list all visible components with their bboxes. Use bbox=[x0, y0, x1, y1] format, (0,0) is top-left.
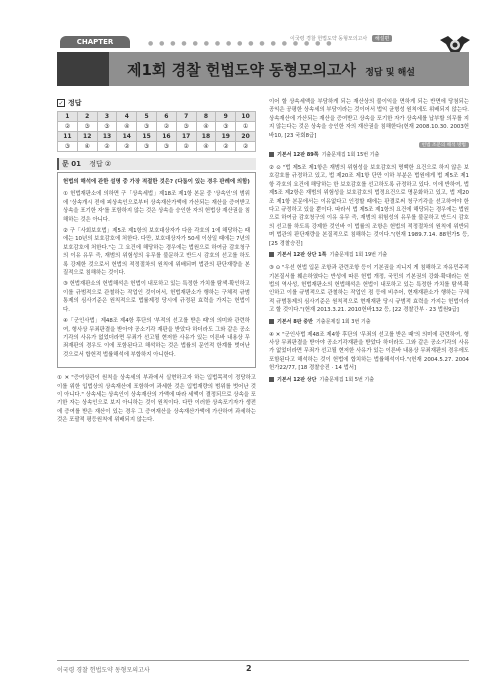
answer-choice-cell: ③ bbox=[216, 122, 236, 132]
answer-choice-cell: ② bbox=[117, 142, 137, 152]
answer-number-cell: 17 bbox=[176, 132, 196, 142]
question-label: 문 01 bbox=[62, 160, 81, 168]
answer-choice-cell: ④ bbox=[196, 142, 216, 152]
answer-number-cell: 8 bbox=[196, 112, 216, 122]
answer-choice-cell: ② bbox=[156, 122, 176, 132]
answer-number-cell: 9 bbox=[216, 112, 236, 122]
bullet-square-icon bbox=[269, 377, 274, 382]
source-line-4: 기본서 12판 상단 기출문제집 1회 5번 기출 bbox=[269, 376, 469, 383]
source-line-1: 기본서 12판 89쪽 기출문제집 1회 15번 기출 bbox=[269, 151, 469, 158]
source-line-2: 기본서 12판 상단 1쪽 기출문제집 1회 19번 기출 bbox=[269, 251, 469, 258]
answer-number-cell: 12 bbox=[77, 132, 97, 142]
answer-number-cell: 4 bbox=[117, 112, 137, 122]
answer-heading bbox=[57, 98, 256, 108]
answer-choice-cell: ③ bbox=[77, 122, 97, 132]
answer-choice-cell: ④ bbox=[117, 122, 137, 132]
left-column bbox=[57, 98, 256, 425]
answer-number-cell: 14 bbox=[117, 132, 137, 142]
running-head bbox=[290, 35, 392, 42]
answer-choice-cell: ② bbox=[176, 142, 196, 152]
answer-table bbox=[57, 111, 256, 152]
answer-choice-cell: ④ bbox=[196, 122, 216, 132]
page-number: 2 bbox=[246, 664, 252, 673]
bullet-square-icon bbox=[269, 319, 274, 324]
answer-number-cell: 7 bbox=[176, 112, 196, 122]
right-column bbox=[269, 98, 469, 389]
answer-choice-cell: ② bbox=[97, 142, 117, 152]
answer-choice-cell: ③ bbox=[176, 122, 196, 132]
title-bar-accent bbox=[57, 52, 109, 86]
explanation-3: ③ ⊙ "우선 헌법 입문 조항과 관련조항 등이 기본권을 지니지 게 침해하고 자유민주적 기본질서를 훼손하였다는 반성에 따른 헌법 개정, 국민의 기본권의 강화·확대라는 헌법의 역사성, 헌법재판소의 헌법해석은 헌법이 내포하고 있는 특정한 가치를 탐색·확인하고 이를 규범적으로 관철하는 작업인 점 등에 비추어, 현재재판소가 행하는 구체적 규범통제의 심사기준은 원칙적으로 현재재판 당시 규범적 효력을 가지는 헌법이라고 할 것이다."(헌재 2013.3.21. 2010헌바132 등, [22 경찰간부 · 23 법원9급] bbox=[269, 265, 469, 314]
answer-number-cell: 16 bbox=[156, 132, 176, 142]
answer-heading-label: 정답 bbox=[68, 99, 82, 107]
explanation-2: ② ⊙ "법 제5조 제1항은 재범의 위험성을 보호감호의 명백한 요건으로 하지 않은 보호감호를 규정하고 있고, 법 제20조 제1항 단만 이하 부분은 법원에게 법 제5조 제1항 각호의 요건에 해당하는 한 보호감호를 선고하도록 규정하고 있다. 이에 반하여, 법 제5조 제2항은 재범의 위험성을 보호감호의 법정요건으로 명문화하고 있고, 법 제20조 제1항 본문에서는 이유없다고 인정할 때에는 판결로써 청구기각을 선고하여야 한다고 규정하고 있을 뿐이다. 따라서 법 제5조 제1항의 요건에 해당되는 경우에는 법원으로 하여금 감호청구의 이유 유무 즉, 재범의 위험성의 유무를 불문하고 반드시 감호의 선고를 하도록 강제한 것인바 이 법률의 조항은 헌법의 적정절차의 원칙에 위반되며 법관의 판단재량을 본질적으로 침해하는 것이다."(헌재 1989.7.14. 88헌가5 등, [25 경찰승진] bbox=[269, 165, 469, 247]
explanation-4: ④ ✕ "군인사법 제48조 제4항 후단의 '무죄의 선고를 받은 때'의 의미에 관련하여, 형사상 무죄판결을 받아야 공소기각재판을 받았다 하더라도 그와 같은 공소기각의 사유가 없었더라면 무죄가 선고될 현저한 사유가 있는 이른바 내용상 무죄재판의 경우에도 포함된다고 해석하는 것이 헌법에 합치하는 법률해석이다."(헌재 2004.5.27. 2004헌가22/77, [18 경찰승진 · 14 법서] bbox=[269, 331, 469, 372]
answer-choice-cell: ③ bbox=[156, 142, 176, 152]
answer-choice-cell: ③ bbox=[97, 122, 117, 132]
answer-row bbox=[58, 112, 256, 122]
answer-row bbox=[58, 142, 256, 152]
answer-number-cell: 10 bbox=[236, 112, 256, 122]
answer-number-cell: 5 bbox=[137, 112, 157, 122]
answer-number-cell: 2 bbox=[77, 112, 97, 122]
answer-choice-cell: ④ bbox=[77, 142, 97, 152]
answer-number-cell: 20 bbox=[236, 132, 256, 142]
question-answer-tag: 정답 ② bbox=[89, 160, 112, 168]
bullet-square-icon bbox=[269, 152, 274, 157]
bullet-square-icon bbox=[269, 252, 274, 257]
title-number: 제1회 bbox=[127, 61, 167, 79]
check-icon: ✓ bbox=[58, 100, 64, 107]
answer-number-cell: 19 bbox=[216, 132, 236, 142]
chapter-tab: CHAPTER bbox=[60, 36, 130, 48]
running-head-text: 이국령 경찰 헌법도약 동형모의고사 bbox=[290, 36, 368, 42]
explanation-intro: 이어 할 상속세액을 부담하게 되는 재산상의 불이익을 면하게 되는 반면에 당첨되는 공익은 공평한 상속세의 부담이라는 것이어서 법익 균형성 원칙에도 위배되지 않는다. 상속재산에 가산되는 재산을 증여받고 상속을 포기한 자가 상속세를 납부할 의무를 지지 않는다는 것은 상속을 승인한 자의 재산권을 침해한다(헌재 2008.10.30. 2003헌바10, [23 국회8급] bbox=[269, 99, 469, 139]
title-main: 경찰 헌법도약 동형모의고사 bbox=[171, 61, 356, 79]
footer-title: 이국령 경찰 헌법도약 동형모의고사 bbox=[57, 667, 150, 674]
answer-number-cell: 13 bbox=[97, 132, 117, 142]
page-title bbox=[127, 59, 415, 80]
answer-number-cell: 15 bbox=[137, 132, 157, 142]
answer-number-cell: 1 bbox=[58, 112, 78, 122]
left-explanation: ① ✕ "증여상관이 원칙을 상속세의 부과에서 실현하고자 하는 입법목적이 정당하고 이를 위한 입법상의 상속재산에 포함하여 과세한 것은 입법재량의 범위를 벗어난 것이 아니다." 상속세는 상속인이 상속재산의 가액에 따라 세액이 결정되므로 상속을 포기한 자는 상속인으로 보지 아니하는 것이 원칙이다. 다만 이러한 상속포기자가 생전에 증여를 받은 재산이 있는 경우 그 증여재산을 상속재산가액에 가산하여 과세하는 것은 포괄적 평등원칙에 위배되지 않는다. bbox=[57, 375, 256, 424]
question-bar bbox=[57, 158, 256, 170]
answer-choice-cell: ③ bbox=[58, 142, 78, 152]
title-bar bbox=[57, 52, 469, 86]
question-option-4: ④「군인사법」제48조 제4항 후단의 '부적의 선고를 받은 때'의 의미와 관련하여, 형사상 무죄판결을 받아야 공소기각 재판을 받았다 하더라도 그와 같은 공소기각의 사유가 없었더라면 무죄가 선고될 현저한 사유가 있는 이른바 내용상 무죄재판의 경우도 이에 포함된다고 해석하는 것은 법률의 문언적 한계를 벗어난 것으로서 합헌적 법률해석에 부합하지 아니한다. bbox=[63, 318, 250, 358]
answer-row bbox=[58, 132, 256, 142]
answer-choice-cell: ③ bbox=[137, 122, 157, 132]
header-dots: ● ● ● ● ● ● ● ● ● ● ● ● ● ● ● ● ● bbox=[148, 40, 334, 47]
question-option-3: ③ 헌법재판소의 헌법해석은 헌법이 내포하고 있는 특정한 가치를 탐색·확인하고 이를 규범적으로 관철하는 작업인 것이어서, 헌법재판소가 행하는 구체적 규범통제의 심사기준은 원칙적으로 법률제정 당시에 규정된 효력을 가지는 헌법이다. bbox=[63, 281, 250, 313]
answer-row bbox=[58, 122, 256, 132]
question-box bbox=[57, 172, 256, 368]
title-subtitle: 정답 및 해설 bbox=[365, 68, 415, 78]
answer-number-cell: 3 bbox=[97, 112, 117, 122]
answer-choice-cell: ① bbox=[236, 122, 256, 132]
running-head-badge: 해설편 bbox=[372, 35, 393, 42]
answer-number-cell: 18 bbox=[196, 132, 216, 142]
footer-divider bbox=[57, 660, 469, 661]
answer-choice-cell: ② bbox=[216, 142, 236, 152]
question-stem: 헌법의 해석에 관한 설명 중 가장 적절한 것은? (다툼이 있는 경우 판례에 의함) bbox=[63, 179, 250, 185]
answer-choice-cell: ② bbox=[236, 142, 256, 152]
topic-tag: 헌법 조문의 해석 방법 bbox=[419, 142, 469, 148]
answer-choice-cell: ② bbox=[58, 122, 78, 132]
page-header bbox=[0, 0, 500, 50]
answer-number-cell: 11 bbox=[58, 132, 78, 142]
question-option-2: ② 구「사회보호법」제5조 제1항의 보호대상자가 다음 각호의 1에 해당하는 때에는 10년의 보호감호에 처한다. 다만, 보호대상자가 50세 이상일 때에는 7년의 보호감호에 처한다."는 그 요건에 해당하는 경우에는 법원으로 하여금 감호청구의 이유 유무 즉, 재범의 위험성의 유무를 불문하고 반드시 감호의 선고를 하도록 강제한 것으로서 헌법의 적정절차의 원칙에 위배되며 법관의 판단재량을 본질적으로 침해하는 것이다. bbox=[63, 228, 251, 277]
question-option-1: ① 헌법재판소에 의하면 구「상속세법」제18조 제1항 본문 중 '상속인'의 범위에 '상속개시 전에 피상속인으로부터 상속재산가액에 가산되는 재산을 증여받고 상속을 포기한 자'를 포함하지 않는 것은 상속을 승인한 자의 헌법상 재산권을 침해하는 것은 아니다. bbox=[63, 191, 250, 223]
answer-choice-cell: ③ bbox=[137, 142, 157, 152]
source-line-3: 기본서 8판 중반 기출문제집 1회 3번 기출 bbox=[269, 318, 469, 325]
answer-number-cell: 6 bbox=[156, 112, 176, 122]
